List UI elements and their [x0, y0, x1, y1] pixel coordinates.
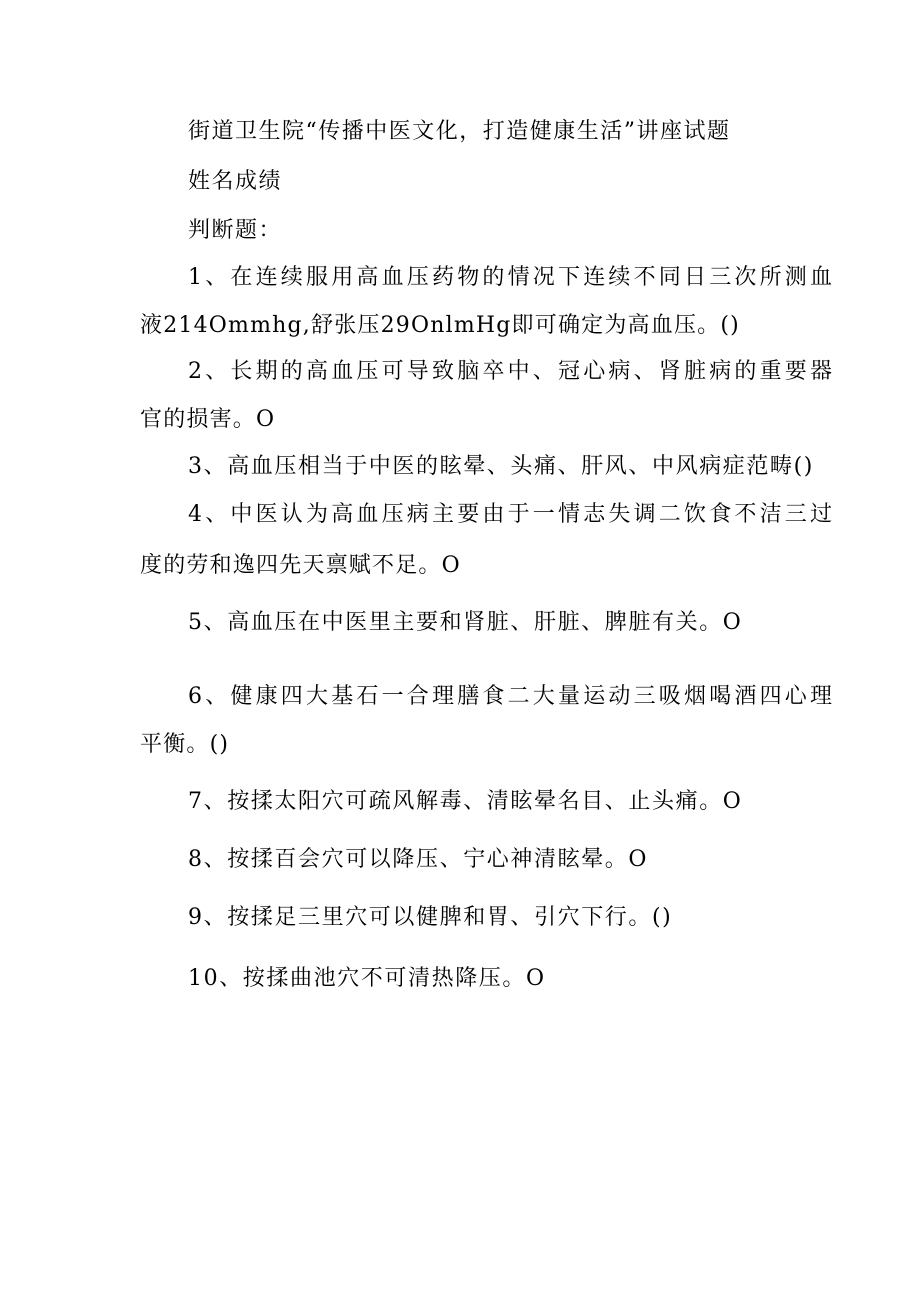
name-score-line: 姓名成绩: [188, 169, 283, 194]
question-2-line-2: 官的损害。O: [140, 407, 276, 432]
section-heading: 判断题：: [188, 218, 283, 243]
question-8-line-1: 8、按揉百会穴可以降压、宁心神清眩晕。O: [188, 847, 649, 872]
question-4-line-1: 4、中医认为高血压病主要由于一情志失调二饮食不洁三过: [188, 502, 836, 527]
document-title: 街道卫生院“传播中医文化，打造健康生活”讲座试题: [188, 119, 731, 144]
question-1-line-1: 1、在连续服用高血压药物的情况下连续不同日三次所测血: [188, 265, 836, 290]
question-9-line-1: 9、按揉足三里穴可以健脾和胃、引穴下行。(): [188, 905, 673, 930]
question-10-line-1: 10、按揉曲池穴不可清热降压。O: [188, 966, 546, 991]
question-7-line-1: 7、按揉太阳穴可疏风解毒、清眩晕名目、止头痛。O: [188, 789, 743, 814]
question-1-line-2: 液214Ommhg,舒张压29OnlmHg即可确定为高血压。(): [140, 313, 740, 338]
question-6-line-1: 6、健康四大基石一合理膳食二大量运动三吸烟喝酒四心理: [188, 684, 836, 709]
question-2-line-1: 2、长期的高血压可导致脑卒中、冠心病、肾脏病的重要器: [188, 359, 836, 384]
question-3-line-1: 3、高血压相当于中医的眩晕、头痛、肝风、中风病症范畴(): [188, 454, 814, 479]
question-5-line-1: 5、高血压在中医里主要和肾脏、肝脏、脾脏有关。O: [188, 610, 743, 635]
question-4-line-2: 度的劳和逸四先天禀赋不足。O: [140, 553, 461, 578]
question-6-line-2: 平衡。(): [140, 732, 230, 757]
